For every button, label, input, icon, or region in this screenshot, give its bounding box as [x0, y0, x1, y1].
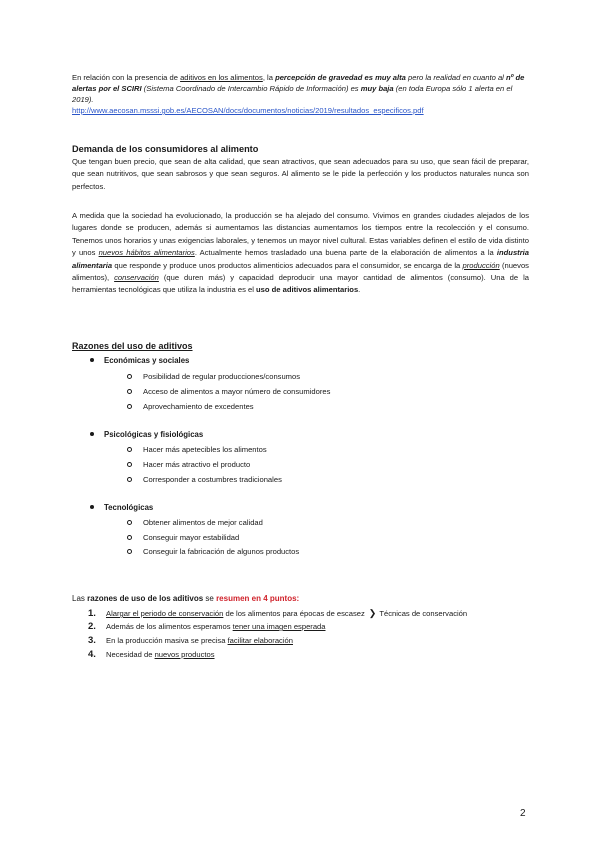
point-number: 2. [88, 621, 96, 632]
demand-heading: Demanda de los consumidores al alimento [72, 144, 259, 154]
society-text: que responde y produce unos productos alimenticios adecuados para el consumidor, se encarga de la [112, 260, 463, 270]
point-number: 4. [88, 649, 96, 660]
point-text: de los alimentos para épocas de escasez [223, 609, 365, 618]
summary-emphasis: razones de uso de los aditivos [87, 594, 204, 603]
society-text: (nuevos alimentos), [72, 260, 529, 283]
reason-item-label: Posibilidad de regular producciones/consumos [143, 372, 301, 381]
point-number: 3. [88, 635, 96, 646]
intro-paragraph [72, 72, 530, 116]
point-underlined: nuevos productos [154, 650, 215, 659]
point-text: Necesidad de [106, 650, 155, 659]
reason-item-label: Hacer más atractivo el producto [143, 460, 251, 469]
reason-item [127, 402, 254, 411]
summary-text: se [203, 594, 217, 603]
point-underlined: tener una imagen esperada [232, 622, 326, 631]
reason-item [127, 387, 330, 396]
society-paragraph [72, 210, 529, 297]
circle-bullet-icon [127, 404, 132, 409]
circle-bullet-icon [127, 447, 132, 452]
intro-emphasis: percepción de gravedad es muy alta [275, 73, 406, 82]
circle-bullet-icon [127, 549, 132, 554]
reason-group-label: Económicas y sociales [104, 356, 190, 365]
reason-group-title [90, 356, 189, 365]
reason-item-label: Acceso de alimentos a mayor número de consumidores [143, 387, 331, 396]
point-text: En la producción masiva se precisa [106, 636, 228, 645]
reason-item-label: Aprovechamiento de excedentes [143, 402, 254, 411]
reason-item-label: Obtener alimentos de mejor calidad [143, 518, 263, 527]
society-text: . [358, 285, 361, 295]
intro-text: (Sistema Coordinado de Intercambio Rápido de Información) es [141, 84, 361, 93]
circle-bullet-icon [127, 389, 132, 394]
summary-point [88, 621, 326, 632]
society-underlined: producción [462, 260, 500, 270]
society-text: A medida que la sociedad ha evolucionado, la producción se ha alejado del consumo. Vivimos en grandes ciudades alejados de los lugares donde se producen, además si aumentamos las distancias aumentamos los tiempos entre la recolección y el consumo. Tenemos unos horarios y unas exigencias laborales, y tenemos un mayor nivel cultural. Estas variables definen el estilo de vida distinto y unos [72, 211, 529, 258]
bullet-icon [90, 358, 94, 362]
reason-group-title [90, 503, 153, 512]
circle-bullet-icon [127, 462, 132, 467]
intro-text: En relación con la presencia de [72, 73, 181, 82]
reasons-heading: Razones del uso de aditivos [72, 341, 193, 351]
reason-group-label: Tecnológicas [104, 503, 154, 512]
summary-line [72, 594, 299, 603]
reason-item [127, 372, 300, 381]
intro-text: pero la realidad en cuanto al [405, 73, 506, 82]
circle-bullet-icon [127, 520, 132, 525]
demand-paragraph: Que tengan buen precio, que sean de alta calidad, que sean atractivos, que sean adecuados para su uso, que sean fácil de preparar, que sean nutritivos, que sean sabrosos y que sean seguros. Al alimento se le pide la perfección y los productos naturales nunca son perfectos. [72, 157, 529, 191]
reason-item [127, 518, 263, 527]
bullet-icon [90, 432, 94, 436]
reason-item-label: Conseguir la fabricación de algunos productos [143, 547, 300, 556]
society-underlined: nuevos hábitos alimentarios [98, 248, 195, 258]
summary-highlight: resumen en 4 puntos: [216, 594, 300, 603]
intro-emphasis: muy baja [360, 84, 394, 93]
reason-item-label: Hacer más apetecibles los alimentos [143, 445, 267, 454]
point-number: 1. [88, 608, 96, 619]
intro-underlined: aditivos en los alimentos [180, 73, 263, 82]
summary-point [88, 635, 293, 646]
reason-item [127, 445, 267, 454]
society-text: . Actualmente hemos trasladado una buena parte de la elaboración de alimentos a la [194, 248, 497, 258]
point-underlined: facilitar elaboración [227, 636, 293, 645]
society-underlined: conservación [114, 273, 159, 283]
chevron-right-icon: ❯ [368, 608, 377, 618]
reason-item [127, 475, 282, 484]
source-link[interactable]: http://www.aecosan.msssi.gob.es/AECOSAN/docs/documentos/noticias/2019/resultados_especificos.pdf [72, 106, 424, 115]
reason-item [127, 533, 239, 542]
intro-text: (en toda Europa sólo 1 alerta en el 2019). [72, 84, 513, 104]
circle-bullet-icon [127, 477, 132, 482]
point-text: Además de los alimentos esperamos [106, 622, 233, 631]
reason-item [127, 547, 299, 556]
intro-emphasis: nº de alertas por el SCIRI [72, 73, 525, 93]
society-emphasis: industria alimentaria [72, 248, 529, 270]
summary-text: Las [72, 594, 88, 603]
society-text: (que duren más) y capacidad deproducir una mayor cantidad de alimentos (consumo). Una de la herramientas tecnológicas que utiliza la industria es el [72, 273, 530, 295]
society-emphasis: uso de aditivos alimentarios [256, 285, 359, 295]
reason-item-label: Conseguir mayor estabilidad [143, 533, 240, 542]
intro-text: , la [262, 73, 276, 82]
page-number: 2 [520, 808, 526, 819]
summary-point [88, 649, 215, 660]
point-underlined: Alargar el periodo de conservación [106, 609, 224, 618]
circle-bullet-icon [127, 535, 132, 540]
bullet-icon [90, 505, 94, 509]
reason-item [127, 460, 250, 469]
point-text: Técnicas de conservación [379, 609, 468, 618]
circle-bullet-icon [127, 374, 132, 379]
summary-point [88, 608, 467, 619]
reason-group-title [90, 430, 203, 439]
reason-group-label: Psicológicas y fisiológicas [104, 430, 204, 439]
reason-item-label: Corresponder a costumbres tradicionales [143, 475, 282, 484]
